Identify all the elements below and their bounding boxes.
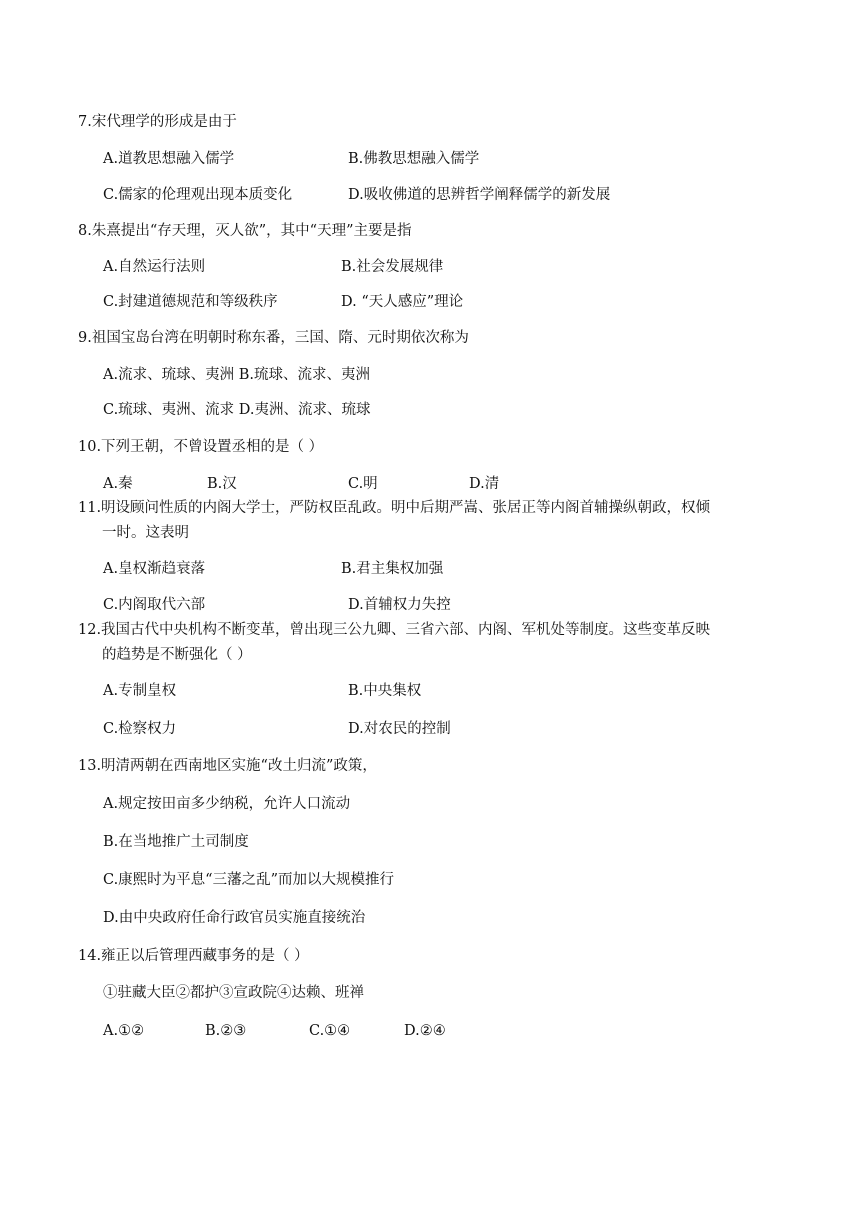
question-13-option-d: D.由中央政府任命行政官员实施直接统治 bbox=[103, 910, 366, 926]
question-11-stem bbox=[78, 496, 790, 546]
question-9-stem: 9.祖国宝岛台湾在明朝时称东番，三国、隋、元时期依次称为 bbox=[78, 330, 469, 346]
question-12-stem-line-1: 12.我国古代中央机构不断变革，曾出现三公九卿、三省六部、内阁、军机处等制度。这些变革反映 bbox=[78, 622, 711, 638]
question-14-option-a: A.①② bbox=[103, 1023, 145, 1039]
question-10-stem: 10.下列王朝，不曾设置丞相的是（ ） bbox=[78, 439, 324, 455]
question-11-option-a: A.皇权渐趋衰落 bbox=[103, 561, 206, 577]
question-14-sub-items: ①驻藏大臣②都护③宣政院④达赖、班禅 bbox=[103, 985, 364, 1001]
question-8-option-a: A.自然运行法则 bbox=[103, 259, 206, 275]
question-14-option-d: D.②④ bbox=[404, 1023, 446, 1039]
question-12-option-d: D.对农民的控制 bbox=[348, 721, 451, 737]
question-13-option-b: B.在当地推广土司制度 bbox=[103, 834, 249, 850]
question-11-stem-line-2: 一时。这表明 bbox=[102, 525, 189, 541]
question-13-option-a: A.规定按田亩多少纳税，允许人口流动 bbox=[103, 796, 351, 812]
question-9-options-line-2: C.琉球、夷洲、流求 D.夷洲、流求、琉球 bbox=[103, 402, 371, 418]
question-14-option-c: C.①④ bbox=[309, 1023, 351, 1039]
question-7-option-d: D.吸收佛道的思辨哲学阐释儒学的新发展 bbox=[348, 187, 611, 203]
question-12-option-a: A.专制皇权 bbox=[103, 683, 177, 699]
question-8-option-d: D. “天人感应”理论 bbox=[341, 294, 464, 310]
question-7-stem: 7.宋代理学的形成是由于 bbox=[78, 114, 237, 130]
question-7-option-c: C.儒家的伦理观出现本质变化 bbox=[103, 187, 293, 203]
question-12-stem-line-2: 的趋势是不断强化（ ） bbox=[102, 647, 252, 663]
question-11-option-b: B.君主集权加强 bbox=[341, 561, 444, 577]
question-14-option-b: B.②③ bbox=[205, 1023, 247, 1039]
question-13-stem: 13.明清两朝在西南地区实施“改土归流”政策， bbox=[78, 758, 377, 774]
question-12-option-c: C.检察权力 bbox=[103, 721, 177, 737]
question-10-option-b: B.汉 bbox=[207, 476, 237, 492]
question-11-option-c: C.内阁取代六部 bbox=[103, 597, 206, 613]
question-11-option-d: D.首辅权力失控 bbox=[348, 597, 451, 613]
question-7-option-a: A.道教思想融入儒学 bbox=[103, 151, 235, 167]
question-12-option-b: B.中央集权 bbox=[348, 683, 422, 699]
question-10-option-d: D.清 bbox=[469, 476, 500, 492]
question-8-option-b: B.社会发展规律 bbox=[341, 259, 444, 275]
question-8-stem: 8.朱熹提出“存天理，灭人欲”，其中“天理”主要是指 bbox=[78, 223, 412, 239]
question-12-stem bbox=[78, 618, 790, 668]
question-9-options-line-1: A.流求、琉球、夷洲 B.琉球、流求、夷洲 bbox=[103, 367, 370, 383]
question-13-option-c: C.康熙时为平息“三藩之乱”而加以大规模推行 bbox=[103, 872, 395, 888]
question-11-stem-line-1: 11.明设顾问性质的内阁大学士，严防权臣乱政。明中后期严嵩、张居正等内阁首辅操纵朝政，权倾 bbox=[78, 500, 711, 516]
question-7-option-b: B.佛教思想融入儒学 bbox=[348, 151, 480, 167]
question-10-option-c: C.明 bbox=[348, 476, 378, 492]
question-10-option-a: A.秦 bbox=[103, 476, 133, 492]
question-14-stem: 14.雍正以后管理西藏事务的是（ ） bbox=[78, 948, 309, 964]
question-8-option-c: C.封建道德规范和等级秩序 bbox=[103, 294, 278, 310]
